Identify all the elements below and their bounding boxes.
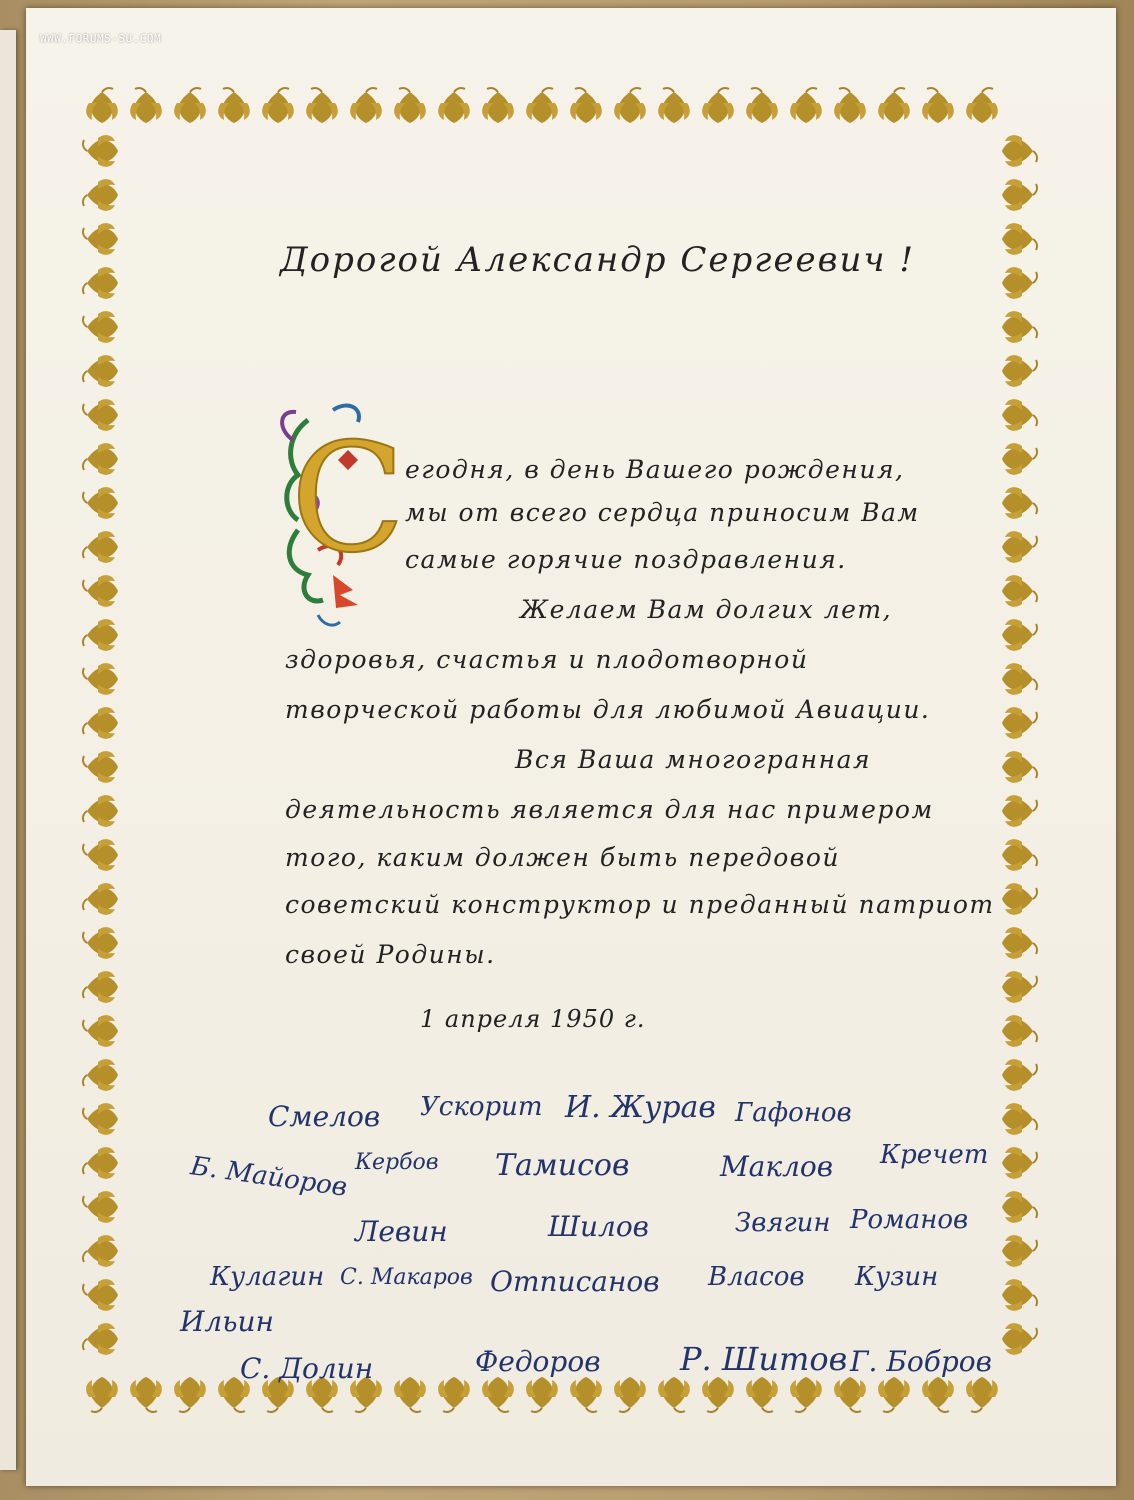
gold-leaf-ornament <box>83 223 118 255</box>
gold-leaf-ornament <box>1002 751 1037 783</box>
gold-leaf-ornament <box>83 135 118 167</box>
gold-leaf-ornament <box>834 1377 866 1412</box>
gold-leaf-ornament <box>482 1377 514 1412</box>
gold-leaf-ornament <box>83 355 118 387</box>
gold-leaf-ornament <box>790 88 822 123</box>
gold-leaf-ornament <box>1002 1235 1037 1267</box>
signature: Романов <box>850 1205 969 1235</box>
adjacent-sheet-edge <box>0 30 16 1470</box>
gold-leaf-ornament <box>83 267 118 299</box>
signature: Гафонов <box>735 1098 852 1128</box>
body-line-4: Желаем Вам долгих лет, <box>520 595 893 624</box>
gold-leaf-ornament <box>438 1377 470 1412</box>
gold-leaf-ornament <box>83 839 118 871</box>
gold-leaf-ornament <box>746 88 778 123</box>
gold-leaf-ornament <box>83 619 118 651</box>
body-line-3: самые горячие поздравления. <box>405 545 847 574</box>
gold-leaf-ornament <box>83 707 118 739</box>
signature: Отписанов <box>490 1265 660 1298</box>
gold-leaf-ornament <box>86 1377 118 1412</box>
signature: Ускорит <box>420 1092 543 1122</box>
gold-leaf-ornament <box>218 88 250 123</box>
gold-leaf-ornament <box>83 531 118 563</box>
signature: Смелов <box>268 1100 381 1133</box>
watermark-text: WWW.FORUMS-SU.COM <box>40 32 162 45</box>
gold-leaf-ornament <box>1002 707 1037 739</box>
gold-leaf-ornament <box>1002 399 1037 431</box>
gold-leaf-ornament <box>83 663 118 695</box>
signature: Левин <box>355 1215 448 1248</box>
gold-leaf-ornament <box>1002 443 1037 475</box>
signature: Федоров <box>475 1345 601 1378</box>
gold-leaf-ornament <box>1002 1103 1037 1135</box>
gold-leaf-ornament <box>306 88 338 123</box>
gold-leaf-ornament <box>878 1377 910 1412</box>
body-line-10: советский конструктор и преданный патриот <box>285 890 995 919</box>
gold-leaf-ornament <box>526 1377 558 1412</box>
gold-leaf-ornament <box>83 1235 118 1267</box>
gold-leaf-ornament <box>83 1279 118 1311</box>
signature: Р. Шитов <box>680 1340 848 1378</box>
gold-leaf-ornament <box>1002 1323 1037 1355</box>
gold-leaf-ornament <box>702 1377 734 1412</box>
signature: Кречет <box>880 1140 989 1170</box>
gold-leaf-ornament <box>526 88 558 123</box>
body-line-1: егодня, в день Вашего рождения, <box>405 455 905 484</box>
signature: Кузин <box>855 1262 939 1292</box>
gold-leaf-ornament <box>130 88 162 123</box>
gold-leaf-ornament <box>1002 1059 1037 1091</box>
body-line-2: мы от всего сердца приносим Вам <box>405 498 920 527</box>
gold-leaf-ornament <box>1002 1191 1037 1223</box>
gold-leaf-ornament <box>83 751 118 783</box>
gold-leaf-ornament <box>966 1377 998 1412</box>
gold-leaf-ornament <box>1002 663 1037 695</box>
body-line-9: того, каким должен быть передовой <box>285 843 840 872</box>
gold-leaf-ornament <box>174 1377 206 1412</box>
gold-leaf-ornament <box>878 88 910 123</box>
gold-leaf-ornament <box>350 88 382 123</box>
signature: С. Макаров <box>340 1265 473 1290</box>
gold-leaf-ornament <box>746 1377 778 1412</box>
gold-leaf-ornament <box>1002 619 1037 651</box>
gold-leaf-ornament <box>1002 531 1037 563</box>
body-line-7: Вся Ваша многогранная <box>515 745 872 774</box>
illuminated-initial <box>278 400 398 630</box>
signature: Г. Бобров <box>850 1345 992 1378</box>
body-line-6: творческой работы для любимой Авиации. <box>285 695 931 724</box>
signature: Ильин <box>180 1305 274 1338</box>
body-line-11: своей Родины. <box>285 940 496 969</box>
gold-leaf-ornament <box>83 1059 118 1091</box>
gold-leaf-ornament <box>1002 839 1037 871</box>
gold-leaf-ornament <box>570 88 602 123</box>
gold-leaf-ornament <box>83 1103 118 1135</box>
gold-leaf-ornament <box>922 1377 954 1412</box>
gold-leaf-ornament <box>1002 1147 1037 1179</box>
gold-leaf-ornament <box>1002 223 1037 255</box>
signature: Кербов <box>355 1150 439 1175</box>
gold-leaf-ornament <box>1002 179 1037 211</box>
gold-leaf-ornament <box>614 88 646 123</box>
gold-leaf-ornament <box>83 927 118 959</box>
gold-leaf-ornament <box>1002 135 1037 167</box>
gold-leaf-ornament <box>83 443 118 475</box>
gold-leaf-ornament <box>1002 355 1037 387</box>
signature: Кулагин <box>210 1262 325 1292</box>
gold-leaf-ornament <box>174 88 206 123</box>
gold-leaf-ornament <box>83 487 118 519</box>
gold-leaf-ornament <box>394 88 426 123</box>
gold-leaf-ornament <box>83 1147 118 1179</box>
gold-leaf-ornament <box>83 1323 118 1355</box>
gold-leaf-ornament <box>83 971 118 1003</box>
gold-leaf-ornament <box>130 1377 162 1412</box>
initial-letter-c: С <box>290 412 398 586</box>
gold-leaf-ornament <box>658 88 690 123</box>
gold-leaf-ornament <box>922 88 954 123</box>
gold-leaf-ornament <box>83 399 118 431</box>
gold-leaf-ornament <box>83 1015 118 1047</box>
gold-leaf-ornament <box>1002 971 1037 1003</box>
gold-leaf-ornament <box>1002 1279 1037 1311</box>
gold-leaf-ornament <box>262 88 294 123</box>
gold-leaf-ornament <box>83 1191 118 1223</box>
gold-leaf-ornament <box>1002 795 1037 827</box>
gold-leaf-ornament <box>1002 1015 1037 1047</box>
gold-leaf-ornament <box>1002 311 1037 343</box>
gold-leaf-ornament <box>83 575 118 607</box>
gold-leaf-ornament <box>1002 927 1037 959</box>
signature: Б. Майоров <box>188 1151 349 1203</box>
gold-leaf-ornament <box>83 883 118 915</box>
body-line-8: деятельность является для нас примером <box>285 795 934 824</box>
body-line-5: здоровья, счастья и плодотворной <box>285 645 809 674</box>
greeting-line: Дорогой Александр Сергеевич ! <box>280 240 915 280</box>
gold-leaf-ornament <box>702 88 734 123</box>
signature: Маклов <box>720 1150 834 1183</box>
gold-leaf-ornament <box>438 88 470 123</box>
gold-leaf-ornament <box>614 1377 646 1412</box>
gold-leaf-ornament <box>834 88 866 123</box>
gold-leaf-ornament <box>790 1377 822 1412</box>
gold-leaf-ornament <box>83 311 118 343</box>
gold-leaf-ornament <box>1002 487 1037 519</box>
gold-leaf-ornament <box>1002 267 1037 299</box>
gold-leaf-ornament <box>966 88 998 123</box>
signature: И. Журав <box>565 1090 716 1125</box>
gold-leaf-ornament <box>83 179 118 211</box>
gold-leaf-ornament <box>86 88 118 123</box>
signature: Тамисов <box>495 1148 630 1183</box>
signature: Звягин <box>735 1208 831 1238</box>
gold-leaf-ornament <box>570 1377 602 1412</box>
gold-leaf-ornament <box>658 1377 690 1412</box>
gold-leaf-ornament <box>482 88 514 123</box>
gold-leaf-ornament <box>394 1377 426 1412</box>
gold-leaf-ornament <box>1002 575 1037 607</box>
signature: Власов <box>708 1262 805 1292</box>
date-line: 1 апреля 1950 г. <box>420 1005 646 1033</box>
gold-leaf-ornament <box>1002 883 1037 915</box>
gold-leaf-ornament <box>83 795 118 827</box>
signature: Шилов <box>548 1210 649 1243</box>
signature: С. Долин <box>240 1352 374 1385</box>
